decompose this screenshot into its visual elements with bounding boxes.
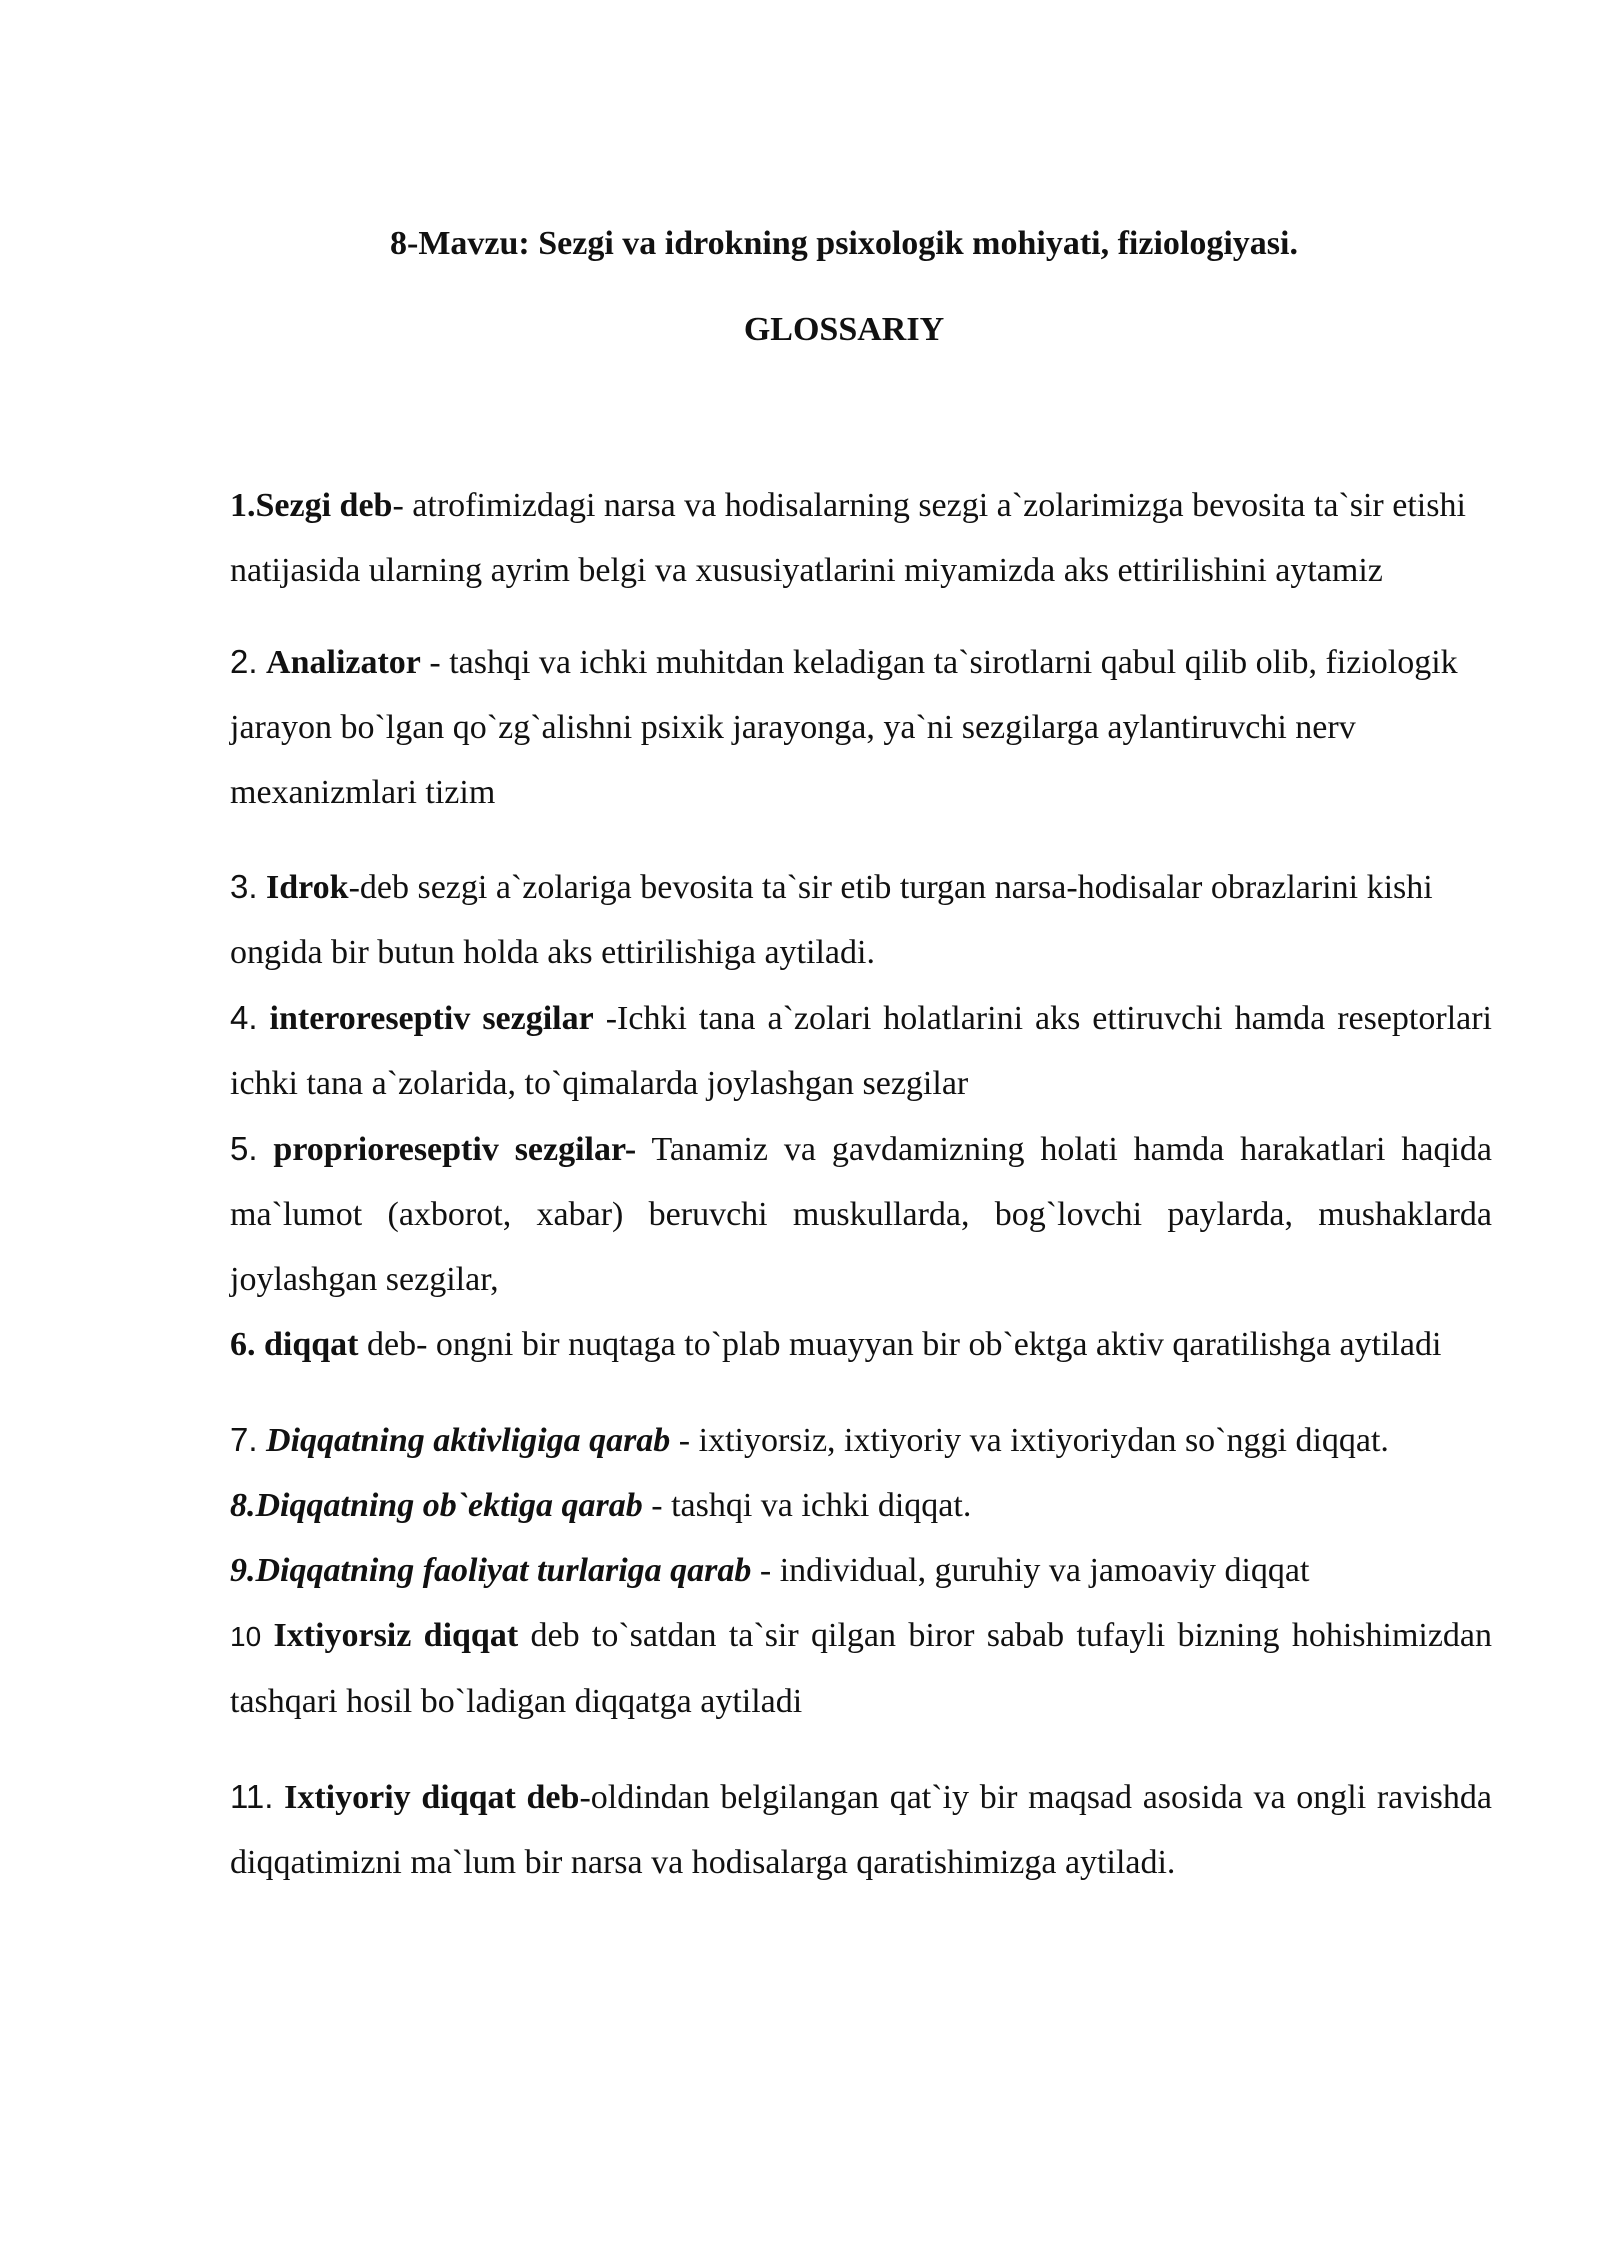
glossary-entry-1 — [230, 473, 1492, 603]
page-title: 8-Mavzu: Sezgi va idrokning psixologik mohiyati, fiziologiyasi. — [390, 225, 1298, 262]
entry-definition: - individual, guruhiy va jamoaviy diqqat — [751, 1552, 1310, 1589]
entry-number: 6. — [230, 1326, 256, 1363]
entry-number: 4. — [230, 999, 258, 1036]
entry-definition: -oldindan belgilangan qat`iy bir maqsad asosida va ongli ravishda diqqatimizni ma`lum bir narsa va hodisalarga qaratishimizga aytiladi. — [230, 1779, 1492, 1881]
glossary-entry-5 — [230, 1116, 1492, 1312]
entry-definition: -deb sezgi a`zolariga bevosita ta`sir etib turgan narsa-hodisalar obrazlarini kishi ongida bir butun holda aks ettirilishiga aytiladi. — [230, 869, 1433, 971]
glossary-list — [230, 473, 1492, 1895]
entry-definition: deb- ongni bir nuqtaga to`plab muayyan bir ob`ektga aktiv qaratilishga aytiladi — [358, 1326, 1442, 1363]
entry-number: 1. — [230, 487, 256, 524]
entry-term: Analizator — [266, 644, 421, 681]
entry-number: 8. — [230, 1487, 256, 1524]
entry-number: 2. — [230, 643, 258, 680]
glossary-entry-9 — [230, 1538, 1492, 1603]
entry-definition: deb to`satdan ta`sir qilgan biror sabab tufayli bizning hohishimizdan tashqari hosil bo`ladigan diqqatga aytiladi — [230, 1617, 1493, 1720]
entry-term: diqqat — [264, 1326, 359, 1363]
entry-definition: -Ichki tana a`zolari holatlarini aks ettiruvchi hamda reseptorlari ichki tana a`zolarida, to`qimalarda joylashgan sezgilar — [230, 1000, 1492, 1102]
entry-definition: - tashqi va ichki muhitdan keladigan ta`sirotlarni qabul qilib olib, fiziologik jarayon bo`lgan qo`zg`alishni psixik jarayonga, ya`ni sezgilarga aylantiruvchi nerv mexanizmlari tizim — [230, 644, 1458, 811]
entry-number: 5. — [230, 1130, 258, 1167]
glossary-entry-3 — [230, 854, 1492, 985]
glossary-entry-2 — [230, 629, 1492, 825]
entry-number: 11. — [230, 1778, 274, 1815]
glossary-entry-11 — [230, 1764, 1492, 1895]
entry-term: Sezgi deb — [255, 487, 393, 524]
entry-term: Ixtiyoriy diqqat deb — [284, 1779, 580, 1816]
entry-term: interoreseptiv sezgilar — [269, 1000, 594, 1037]
entry-term: Diqqatning aktivligiga qarab — [266, 1422, 671, 1459]
entry-number: 3. — [230, 868, 258, 905]
glossary-entry-7 — [230, 1407, 1492, 1473]
entry-number: 9. — [230, 1552, 256, 1589]
entry-term: proprioreseptiv sezgilar- — [273, 1131, 637, 1168]
entry-term: Diqqatning ob`ektiga qarab — [255, 1487, 643, 1524]
entry-definition: - atrofimizdagi narsa va hodisalarning sezgi a`zolarimizga bevosita ta`sir etishi natijasida ularning ayrim belgi va xususiyatlarini miyamizda aks ettirilishini aytamiz — [230, 487, 1466, 589]
entry-term: Diqqatning faoliyat turlariga qarab — [255, 1552, 752, 1589]
entry-number: 7. — [230, 1421, 258, 1458]
entry-definition: - ixtiyorsiz, ixtiyoriy va ixtiyoriydan so`nggi diqqat. — [670, 1422, 1389, 1459]
entry-number: 10 — [230, 1621, 262, 1652]
glossary-entry-4 — [230, 985, 1492, 1116]
entry-definition: Tanamiz va gavdamizning holati hamda harakatlari haqida ma`lumot (axborot, xabar) beruvchi muskullarda, bog`lovchi paylarda, mushaklarda joylashgan sezgilar, — [230, 1131, 1493, 1298]
glossary-entry-10 — [230, 1603, 1492, 1734]
entry-term: Idrok — [266, 869, 349, 906]
section-heading: GLOSSARIY — [743, 311, 945, 348]
glossary-entry-6 — [230, 1312, 1492, 1377]
entry-term: Ixtiyorsiz diqqat — [273, 1617, 519, 1654]
glossary-entry-8 — [230, 1473, 1492, 1538]
entry-definition: - tashqi va ichki diqqat. — [642, 1487, 972, 1524]
